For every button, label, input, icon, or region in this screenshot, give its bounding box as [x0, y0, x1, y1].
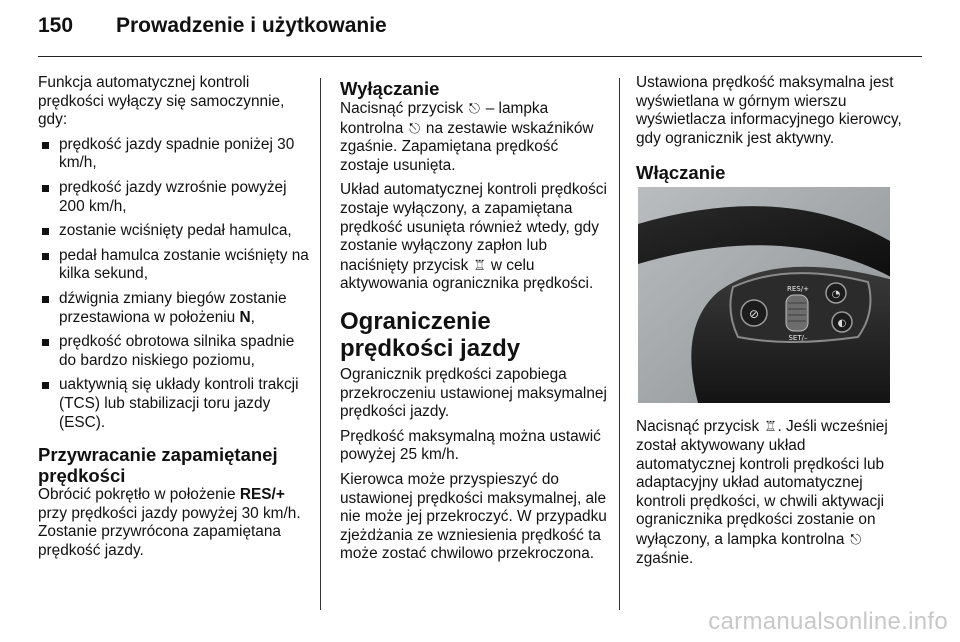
cruise-control-icon: ⎋: [409, 119, 421, 136]
limiter-paragraph-1: Ogranicznik prędkości zapobiega przekroczeniu ustawionej maksymalnej prędkości jazdy.: [340, 365, 607, 421]
limiter-paragraph-3: Kierowca może przyspieszyć do ustawionej prędkości maksymalnej, ale nie może jej przekroczyć. W przypadku zjeżdżania ze wzniesienia prędkość ta może zostać chwilowo przekroczona.: [340, 470, 607, 563]
list-item: prędkość jazdy spadnie poniżej 30 km/h,: [38, 136, 310, 173]
limiter-display-paragraph: Ustawiona prędkość maksymalna jest wyświetlana w górnym wierszu wyświetlacza informacyjnego kierowcy, gdy ogranicznik jest aktywny.: [636, 74, 902, 147]
list-item: prędkość obrotowa silnika spadnie do bardzo niskiego poziomu,: [38, 333, 310, 370]
section-heading-resume: Przywracanie zapamiętanej prędkości: [38, 444, 278, 487]
section-heading-limiter: Ograniczenie prędkości jazdy: [340, 307, 521, 362]
watermark: carmanualsonline.info: [708, 608, 948, 635]
rocker-wheel: [786, 295, 808, 331]
page-number: 150: [38, 14, 74, 37]
list-item: dźwignia zmiany biegów zostanie przestawiona w położeniu N,: [38, 290, 310, 327]
res-label: RES/+: [239, 486, 285, 504]
list-item: zostanie wciśnięty pedał hamulca,: [38, 222, 310, 241]
list-item: uaktywnią się układy kontroli trakcji (TCS) lub stabilizacji toru jazdy (ESC).: [38, 376, 310, 432]
list-item: pedał hamulca zostanie wciśnięty na kilka sekund,: [38, 247, 310, 284]
cruise-button-icon: ⊘: [748, 307, 760, 322]
off-paragraph-1: Nacisnąć przycisk ⎋ – lampka kontrolna ⎋ na zestawie wskaźników zgaśnie. Zapamiętana prędkość zostaje usunięta.: [340, 100, 594, 174]
cruise-off-conditions: [38, 136, 310, 432]
steering-wheel-photo: [638, 187, 890, 403]
page-title: Prowadzenie i użytkowanie: [116, 14, 387, 37]
cruise-control-icon: ⎋: [850, 530, 862, 547]
list-item: prędkość jazdy wzrośnie powyżej 200 km/h,: [38, 179, 310, 216]
cruise-control-icon: ⎋: [468, 100, 480, 116]
section-heading-on: Włączanie: [636, 162, 726, 184]
column-2: [340, 74, 608, 570]
cruise-off-intro: Funkcja automatycznej kontroli prędkości wyłączy się samoczynnie, gdy:: [38, 74, 285, 129]
speed-limiter-icon: ♖: [473, 256, 486, 273]
resume-paragraph: Obrócić pokrętło w położenie RES/+ przy prędkości jazdy powyżej 30 km/h. Zostanie przywrócona zapamiętana prędkość jazdy.: [38, 486, 301, 559]
limiter-button-icon: ◔: [831, 289, 841, 301]
column-divider-2: [619, 78, 620, 610]
speed-limiter-icon: ♖: [764, 418, 777, 435]
column-1: [38, 74, 310, 566]
section-heading-off: Wyłączanie: [340, 78, 440, 99]
column-divider-1: [320, 78, 321, 610]
limiter-on-paragraph: Nacisnąć przycisk ♖. Jeśli wcześniej został aktywowany układ automatycznej kontroli prędkości lub adaptacyjny układ automatycznej kontroli prędkości, w chwili aktywacji ogranicznika prędkości zostanie on wyłączony, a lampka kontrolna ⎋ zgaśnie.: [636, 418, 888, 567]
res-label-photo: RES/+: [787, 285, 809, 294]
gear-letter: N: [239, 308, 251, 326]
limiter-paragraph-2: Prędkość maksymalną można ustawić powyżej 25 km/h.: [340, 427, 601, 464]
column-3: [636, 74, 908, 574]
page-header: [38, 14, 387, 38]
header-divider: [38, 56, 922, 57]
off-paragraph-2: Układ automatycznej kontroli prędkości zostaje wyłączony, a zapamiętana prędkość usunięta również wtedy, gdy zostanie wyłączony zapłon lub naciśnięty przycisk ♖ w celu aktywowania ogranicznika prędkości.: [340, 181, 607, 293]
set-label-photo: SET/–: [788, 334, 808, 343]
adaptive-button-icon: ◐: [837, 318, 847, 330]
